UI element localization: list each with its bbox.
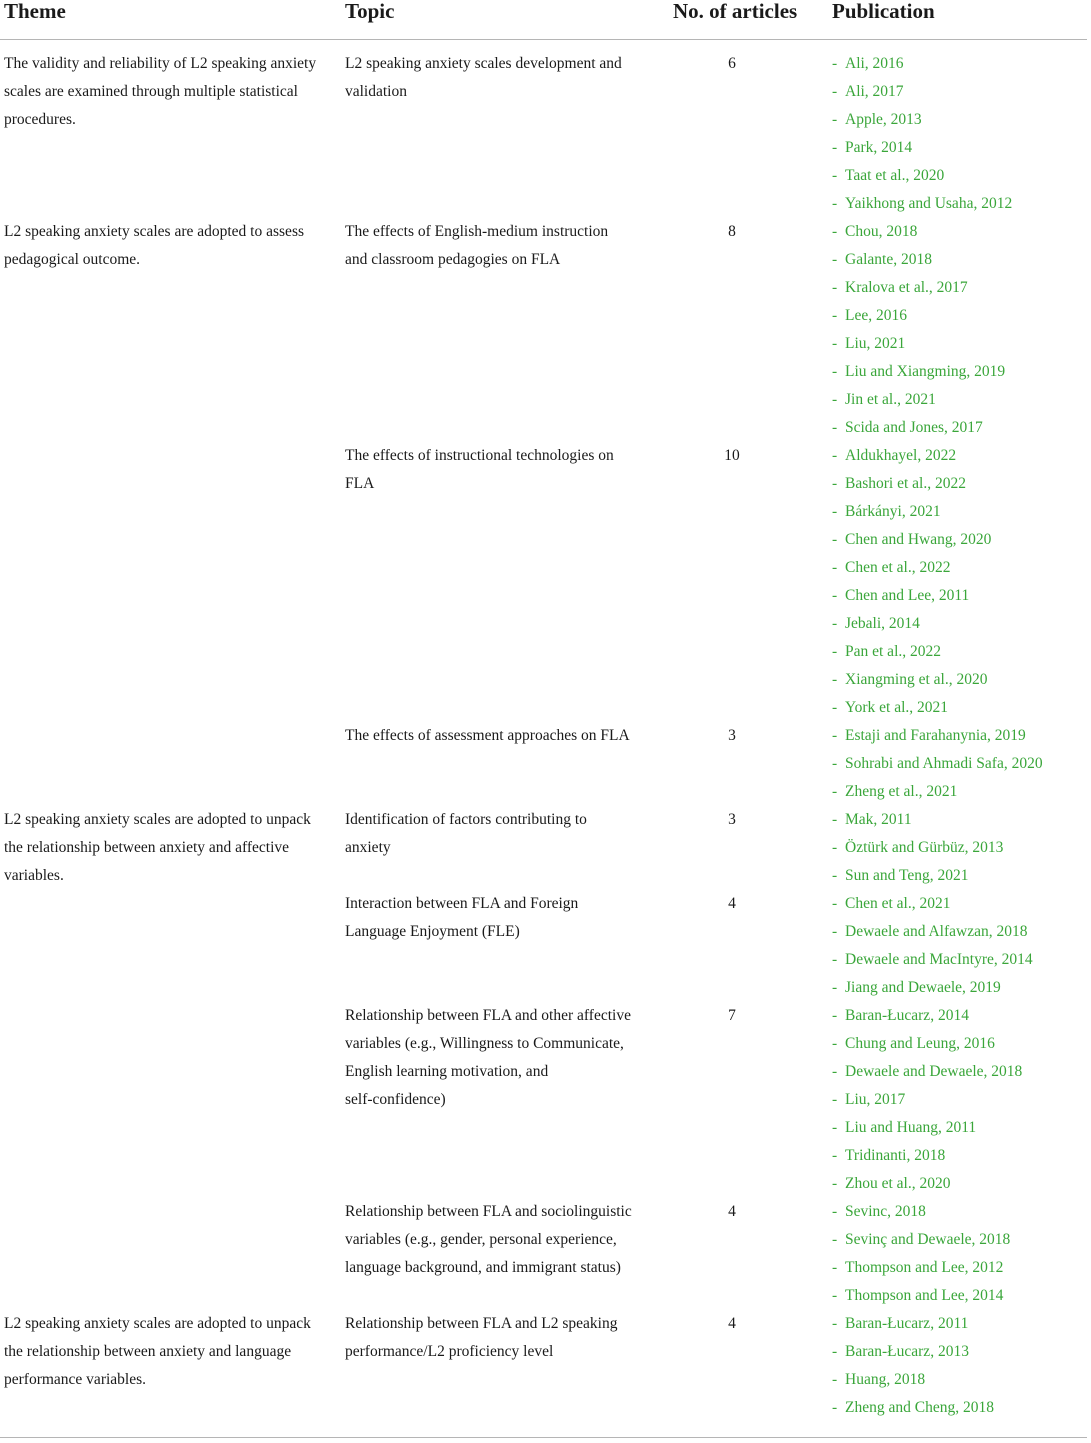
- theme-text: performance variables.: [4, 1371, 147, 1388]
- publication-citation[interactable]: Yaikhong and Usaha, 2012: [845, 195, 1013, 212]
- topic-text: Language Enjoyment (FLE): [345, 923, 520, 940]
- publication-list: [832, 806, 1087, 890]
- publication-list: [832, 50, 1087, 218]
- publication-item[interactable]: [832, 750, 1087, 778]
- publication-item[interactable]: [832, 1226, 1087, 1254]
- publication-item[interactable]: [832, 190, 1087, 218]
- header-publication: Publication: [832, 0, 935, 23]
- publication-citation[interactable]: Chen et al., 2022: [845, 559, 951, 576]
- publication-citation[interactable]: Taat et al., 2020: [845, 167, 945, 184]
- article-count: 3: [728, 811, 736, 828]
- list-dash: -: [832, 391, 838, 408]
- publication-item[interactable]: [832, 1142, 1087, 1170]
- publication-citation[interactable]: Aldukhayel, 2022: [845, 447, 957, 464]
- topic-text: Identification of factors contributing to: [345, 811, 587, 828]
- publication-item[interactable]: [832, 498, 1087, 526]
- article-count-cell: [712, 806, 752, 834]
- publication-citation[interactable]: Park, 2014: [845, 139, 913, 156]
- article-count-cell: [712, 722, 752, 750]
- article-count: 7: [728, 1007, 736, 1024]
- list-dash: -: [832, 615, 838, 632]
- publication-item[interactable]: [832, 414, 1087, 442]
- publication-citation[interactable]: Bashori et al., 2022: [845, 475, 966, 492]
- list-dash: -: [832, 1203, 838, 1220]
- publication-citation[interactable]: Dewaele and MacIntyre, 2014: [845, 951, 1033, 968]
- topic-cell: [345, 218, 645, 274]
- article-count: 8: [728, 223, 736, 240]
- publication-citation[interactable]: Baran-Łucarz, 2014: [845, 1007, 969, 1024]
- topic-cell: [345, 722, 645, 750]
- theme-cell: [4, 1310, 329, 1394]
- theme-cell: [4, 218, 329, 274]
- publication-item[interactable]: [832, 1394, 1087, 1422]
- publication-citation[interactable]: Baran-Łucarz, 2013: [845, 1343, 969, 1360]
- list-dash: -: [832, 755, 838, 772]
- list-dash: -: [832, 167, 838, 184]
- list-dash: -: [832, 839, 838, 856]
- list-dash: -: [832, 195, 838, 212]
- publication-citation[interactable]: Zheng et al., 2021: [845, 783, 958, 800]
- list-dash: -: [832, 279, 838, 296]
- publication-citation[interactable]: Liu, 2017: [845, 1091, 906, 1108]
- list-dash: -: [832, 1147, 838, 1164]
- topic-cell: [345, 442, 645, 498]
- topic-text: The effects of instructional technologies on: [345, 447, 614, 464]
- publication-item[interactable]: [832, 330, 1087, 358]
- theme-text: L2 speaking anxiety scales are adopted to unpack: [4, 1315, 311, 1332]
- topic-text: self-confidence): [345, 1091, 446, 1108]
- publication-item[interactable]: [832, 666, 1087, 694]
- list-dash: -: [832, 1343, 838, 1360]
- list-dash: -: [832, 307, 838, 324]
- publication-citation[interactable]: Huang, 2018: [845, 1371, 926, 1388]
- list-dash: -: [832, 55, 838, 72]
- publication-item[interactable]: [832, 1002, 1087, 1030]
- publication-citation[interactable]: Estaji and Farahanynia, 2019: [845, 727, 1026, 744]
- publication-list: [832, 442, 1087, 722]
- topic-text: Relationship between FLA and sociolinguistic: [345, 1203, 632, 1220]
- publication-item[interactable]: [832, 778, 1087, 806]
- list-dash: -: [832, 1063, 838, 1080]
- publication-citation[interactable]: Sevinç and Dewaele, 2018: [845, 1231, 1011, 1248]
- article-count-cell: [712, 442, 752, 470]
- theme-text: pedagogical outcome.: [4, 251, 141, 268]
- list-dash: -: [832, 895, 838, 912]
- topic-text: variables (e.g., gender, personal experience,: [345, 1231, 617, 1248]
- theme-cell: [4, 806, 329, 890]
- publication-citation[interactable]: Zheng and Cheng, 2018: [845, 1399, 994, 1416]
- publication-citation[interactable]: Mak, 2011: [845, 811, 912, 828]
- header-theme: Theme: [4, 0, 66, 23]
- topic-cell: [345, 50, 645, 106]
- publication-citation[interactable]: Bárkányi, 2021: [845, 503, 941, 520]
- header-count: No. of articles: [673, 0, 798, 23]
- publication-item[interactable]: [832, 1310, 1087, 1338]
- publication-item[interactable]: [832, 918, 1087, 946]
- list-dash: -: [832, 1287, 838, 1304]
- list-dash: -: [832, 783, 838, 800]
- article-count: 4: [728, 1203, 736, 1220]
- publication-citation[interactable]: Galante, 2018: [845, 251, 932, 268]
- publication-list: [832, 890, 1087, 1002]
- publication-citation[interactable]: Ali, 2016: [845, 55, 904, 72]
- list-dash: -: [832, 447, 838, 464]
- topic-text: Interaction between FLA and Foreign: [345, 895, 579, 912]
- publication-item[interactable]: [832, 638, 1087, 666]
- header-rule: [0, 39, 1087, 40]
- publication-item[interactable]: [832, 162, 1087, 190]
- article-count: 4: [728, 895, 736, 912]
- list-dash: -: [832, 503, 838, 520]
- publication-item[interactable]: [832, 1366, 1087, 1394]
- topic-text: validation: [345, 83, 407, 100]
- publication-item[interactable]: [832, 974, 1087, 1002]
- publication-item[interactable]: [832, 1030, 1087, 1058]
- list-dash: -: [832, 1119, 838, 1136]
- theme-text: procedures.: [4, 111, 76, 128]
- topic-text: Relationship between FLA and other affective: [345, 1007, 631, 1024]
- topic-text: The effects of English-medium instruction: [345, 223, 609, 240]
- list-dash: -: [832, 559, 838, 576]
- publication-citation[interactable]: Ali, 2017: [845, 83, 904, 100]
- article-count-cell: [712, 1002, 752, 1030]
- publication-item[interactable]: [832, 1086, 1087, 1114]
- publication-item[interactable]: [832, 106, 1087, 134]
- list-dash: -: [832, 531, 838, 548]
- list-dash: -: [832, 867, 838, 884]
- publication-citation[interactable]: Chen et al., 2021: [845, 895, 951, 912]
- list-dash: -: [832, 83, 838, 100]
- article-count-cell: [712, 50, 752, 78]
- list-dash: -: [832, 923, 838, 940]
- publication-citation[interactable]: Pan et al., 2022: [845, 643, 941, 660]
- theme-text: the relationship between anxiety and affective: [4, 839, 290, 856]
- publication-citation[interactable]: Sun and Teng, 2021: [845, 867, 969, 884]
- theme-text: variables.: [4, 867, 64, 884]
- publication-item[interactable]: [832, 274, 1087, 302]
- list-dash: -: [832, 111, 838, 128]
- publication-item[interactable]: [832, 554, 1087, 582]
- publication-citation[interactable]: Öztürk and Gürbüz, 2013: [845, 839, 1004, 856]
- publication-citation[interactable]: Jebali, 2014: [845, 615, 920, 632]
- theme-text: The validity and reliability of L2 speaking anxiety: [4, 55, 317, 72]
- list-dash: -: [832, 1315, 838, 1332]
- article-count-cell: [712, 890, 752, 918]
- list-dash: -: [832, 251, 838, 268]
- list-dash: -: [832, 139, 838, 156]
- publication-item[interactable]: [832, 610, 1087, 638]
- publication-item[interactable]: [832, 50, 1087, 78]
- list-dash: -: [832, 1399, 838, 1416]
- publication-item[interactable]: [832, 722, 1087, 750]
- publication-item[interactable]: [832, 358, 1087, 386]
- publication-list: [832, 722, 1087, 806]
- publication-list: [832, 218, 1087, 442]
- publication-item[interactable]: [832, 890, 1087, 918]
- article-count: 3: [728, 727, 736, 744]
- publication-item[interactable]: [832, 78, 1087, 106]
- publication-item[interactable]: [832, 526, 1087, 554]
- publication-citation[interactable]: Dewaele and Alfawzan, 2018: [845, 923, 1028, 940]
- list-dash: -: [832, 1175, 838, 1192]
- publication-citation[interactable]: York et al., 2021: [845, 699, 949, 716]
- publication-citation[interactable]: Scida and Jones, 2017: [845, 419, 983, 436]
- list-dash: -: [832, 419, 838, 436]
- list-dash: -: [832, 1231, 838, 1248]
- bottom-rule: [0, 1437, 1087, 1438]
- publication-citation[interactable]: Chen and Lee, 2011: [845, 587, 970, 604]
- publication-citation[interactable]: Apple, 2013: [845, 111, 922, 128]
- article-count: 4: [728, 1315, 736, 1332]
- publication-item[interactable]: [832, 1282, 1087, 1310]
- header-topic: Topic: [345, 0, 395, 23]
- list-dash: -: [832, 1035, 838, 1052]
- publication-citation[interactable]: Liu and Xiangming, 2019: [845, 363, 1006, 380]
- topic-text: L2 speaking anxiety scales development and: [345, 55, 622, 72]
- topic-cell: [345, 890, 645, 946]
- publication-citation[interactable]: Liu, 2021: [845, 335, 906, 352]
- topic-text: Relationship between FLA and L2 speaking: [345, 1315, 618, 1332]
- list-dash: -: [832, 727, 838, 744]
- publication-citation[interactable]: Baran-Łucarz, 2011: [845, 1315, 969, 1332]
- list-dash: -: [832, 979, 838, 996]
- publication-citation[interactable]: Thompson and Lee, 2014: [845, 1287, 1004, 1304]
- topic-cell: [345, 1310, 645, 1366]
- list-dash: -: [832, 1371, 838, 1388]
- publication-citation[interactable]: Zhou et al., 2020: [845, 1175, 951, 1192]
- publication-item[interactable]: [832, 1338, 1087, 1366]
- topic-text: variables (e.g., Willingness to Communicate,: [345, 1035, 624, 1052]
- publication-item[interactable]: [832, 442, 1087, 470]
- list-dash: -: [832, 699, 838, 716]
- list-dash: -: [832, 671, 838, 688]
- theme-text: L2 speaking anxiety scales are adopted to assess: [4, 223, 305, 240]
- theme-cell: [4, 50, 329, 134]
- topic-text: and classroom pedagogies on FLA: [345, 251, 561, 268]
- publication-item[interactable]: [832, 806, 1087, 834]
- list-dash: -: [832, 587, 838, 604]
- article-count-cell: [712, 1198, 752, 1226]
- list-dash: -: [832, 643, 838, 660]
- theme-text: L2 speaking anxiety scales are adopted to unpack: [4, 811, 311, 828]
- topic-cell: [345, 1198, 645, 1282]
- article-count-cell: [712, 1310, 752, 1338]
- publication-citation[interactable]: Lee, 2016: [845, 307, 907, 324]
- publication-citation[interactable]: Chou, 2018: [845, 223, 918, 240]
- publication-citation[interactable]: Liu and Huang, 2011: [845, 1119, 977, 1136]
- topic-cell: [345, 1002, 645, 1114]
- list-dash: -: [832, 951, 838, 968]
- list-dash: -: [832, 335, 838, 352]
- topic-text: English learning motivation, and: [345, 1063, 549, 1080]
- publication-item[interactable]: [832, 1170, 1087, 1198]
- topic-cell: [345, 806, 645, 862]
- list-dash: -: [832, 1259, 838, 1276]
- publication-item[interactable]: [832, 134, 1087, 162]
- topic-text: language background, and immigrant status): [345, 1259, 621, 1276]
- publication-item[interactable]: [832, 386, 1087, 414]
- list-dash: -: [832, 1007, 838, 1024]
- theme-text: the relationship between anxiety and language: [4, 1343, 292, 1360]
- publication-item[interactable]: [832, 834, 1087, 862]
- list-dash: -: [832, 1091, 838, 1108]
- publication-citation[interactable]: Sevinc, 2018: [845, 1203, 926, 1220]
- list-dash: -: [832, 811, 838, 828]
- publication-item[interactable]: [832, 470, 1087, 498]
- theme-text: scales are examined through multiple statistical: [4, 83, 298, 100]
- publication-item[interactable]: [832, 946, 1087, 974]
- publication-citation[interactable]: Xiangming et al., 2020: [845, 671, 988, 688]
- publication-item[interactable]: [832, 218, 1087, 246]
- publication-citation[interactable]: Chung and Leung, 2016: [845, 1035, 995, 1052]
- publication-item[interactable]: [832, 1114, 1087, 1142]
- article-count: 10: [724, 447, 740, 464]
- publication-item[interactable]: [832, 862, 1087, 890]
- publication-item[interactable]: [832, 1058, 1087, 1086]
- publication-citation[interactable]: Kralova et al., 2017: [845, 279, 968, 296]
- list-dash: -: [832, 475, 838, 492]
- publication-citation[interactable]: Tridinanti, 2018: [845, 1147, 946, 1164]
- topic-text: FLA: [345, 475, 375, 492]
- topic-text: anxiety: [345, 839, 391, 856]
- publication-list: [832, 1198, 1087, 1310]
- publication-item[interactable]: [832, 1198, 1087, 1226]
- article-count-cell: [712, 218, 752, 246]
- topic-text: The effects of assessment approaches on FLA: [345, 727, 630, 744]
- publication-list: [832, 1310, 1087, 1422]
- list-dash: -: [832, 363, 838, 380]
- publication-citation[interactable]: Sohrabi and Ahmadi Safa, 2020: [845, 755, 1043, 772]
- publication-item[interactable]: [832, 302, 1087, 330]
- publication-citation[interactable]: Jin et al., 2021: [845, 391, 936, 408]
- article-count: 6: [728, 55, 736, 72]
- publication-list: [832, 1002, 1087, 1198]
- list-dash: -: [832, 223, 838, 240]
- topic-text: performance/L2 proficiency level: [345, 1343, 554, 1360]
- publication-citation[interactable]: Thompson and Lee, 2012: [845, 1259, 1004, 1276]
- publication-citation[interactable]: Chen and Hwang, 2020: [845, 531, 992, 548]
- publication-citation[interactable]: Dewaele and Dewaele, 2018: [845, 1063, 1023, 1080]
- publication-item[interactable]: [832, 246, 1087, 274]
- publication-item[interactable]: [832, 694, 1087, 722]
- publication-item[interactable]: [832, 582, 1087, 610]
- table-header: [0, 0, 1091, 40]
- publication-citation[interactable]: Jiang and Dewaele, 2019: [845, 979, 1001, 996]
- publication-item[interactable]: [832, 1254, 1087, 1282]
